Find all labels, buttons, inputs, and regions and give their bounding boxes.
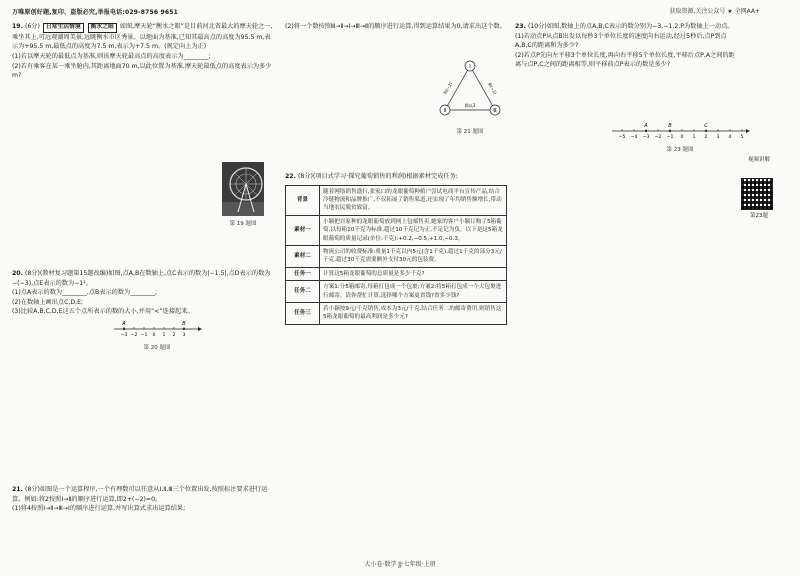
op-right-label: 乘(−1) [486,81,498,96]
row-content: 小颖把自家种的龙眼葡萄放到网上包邮售卖,她家的客户小颖订购了5箱葡萄,以每箱10千克为标准,超过10千克记为正,不足记为负。以下是这5箱龙眼葡萄的质量记录(单位:千克):+0.2,−0.5,+1.0,−0.3。 [320,215,507,245]
ferris-wheel-photo [222,162,264,227]
row-header: 素材一 [286,215,320,245]
question-stem: 如图,摩天轮“衡水之眼”是目前河北省最大的摩天轮之一,乘坐其上,可远观湖周美景,远眺衡水市区秀景。以地面为基准,已知其最高点的高度为95.5 m,表示为+95.5 m,最低点的高度为7.5 m,表示为+7.5 m。(规定向上为正) [12,23,273,51]
question-number: 22. [285,173,296,180]
row-content: 随着网络销售盛行,张家口的龙眼葡萄种植户尝试电商平台宣传产品,结合冷链物流和品牌推广,不仅拓展了销售渠道,还实现了年均销售额增长,带动当地农民脱贫致富。 [320,185,507,215]
tick-label: −2 [654,135,662,140]
table-row [286,215,507,245]
tick-label: 2 [704,135,708,140]
sub-question-2: (2)若有乘客在某一乘坐舱内,其距离地面70 m,以此位置为基准,摩天轮最低点的高度表示为多少 m? [12,62,272,80]
sub-question-1: (1)若以摩天轮的最低点为基准,则该摩天轮最高点的高度表示为________; [12,53,211,61]
tick-label: −4 [630,135,638,140]
qr-caption: 第23题 [750,213,768,219]
question-stem: (10分)如图,数轴上的点A,B,C表示的数分别为−3,−1,2,P为数轴上一动点。 [527,23,734,30]
question-number: 21. [12,486,23,493]
question-20 [12,269,274,352]
table-row [286,185,507,215]
number-line-svg [112,320,202,340]
point-b-marker [183,328,185,330]
op-left-label: 加(−2) [442,81,454,96]
number-line-23 [610,122,750,154]
question-stem: (8分)(项目式学习·探究葡萄销售的利润)根据素材完成任务: [297,173,458,180]
tick-label: −5 [618,135,626,140]
point-b-label: B [182,321,186,328]
point-a-label: A [122,321,126,328]
tick-label: 3 [182,333,186,339]
row-header: 任务一 [286,267,320,280]
table-row [286,302,507,324]
tick-label: −1 [666,135,674,140]
header-copyright: 万唯原创好题,复印、盗版必究,举报电话:029-8756 9651 [12,9,179,16]
tick-label: −3 [120,333,128,339]
column-middle [285,22,507,321]
qr-label: 视频讲解 [747,157,770,163]
operation-cycle-svg [435,56,505,124]
figure-caption: 第 21 题图 [456,128,484,135]
node-top-label: Ⅰ [469,64,471,70]
context-tag: 日常生活情境 [43,23,84,33]
question-score: (6分) [24,23,40,30]
node-left-label: Ⅱ [443,108,447,114]
sub-question-1: (1)点A表示的数为________,点B表示的数为________; [12,289,158,297]
tick-label: 1 [692,135,696,140]
point-b-marker [669,130,671,132]
tick-label: −2 [130,333,138,339]
sub-question-3: (3)比较A,B,C,D,E这五个点所表示的数的大小,并用“<”连接起来。 [12,308,194,316]
page-footer: 大小卷·数学 JJ·七年级·上册 [364,561,436,568]
row-content: 若小颖按9元/千克销售,成本为3元/千克,结合任务二的邮寄费用,则销售这5箱龙眼葡萄的最高利润是多少元? [320,302,507,324]
tick-label: 0 [152,333,156,339]
point-a-marker [123,328,125,330]
point-c-marker [705,130,707,132]
qr-code-icon[interactable] [741,178,773,210]
sub-question-1: (1)将4按照Ⅰ→Ⅱ→Ⅲ→Ⅰ的顺序进行运算,并写出算式求出运算结果; [12,505,186,513]
question-number: 19. [12,23,23,30]
question-stem: (8分)如图是一个运算程序,一个有理数可以任意从Ⅰ,Ⅱ,Ⅲ三个位置出发,按照标注要求进行运算。例如:将2按照Ⅰ→Ⅱ的顺序进行运算,即2+(−2)=0。 [12,486,268,503]
tick-label: −1 [140,333,148,339]
table-row [286,245,507,267]
sub-question-2: (2)在数轴上画出点C,D,E; [12,298,84,306]
row-content: 方案1:分5箱邮寄,每箱打包成一个包裹;方案2:将5箱打包成一个大包裹进行邮寄。请你帮忙计算,选择哪个方案更省钱?省多少钱? [320,281,507,303]
figure-caption: 第 19 题图 [229,220,257,227]
tick-label: 0 [680,135,684,140]
tick-label: −3 [642,135,650,140]
figure-caption: 第 20 题图 [143,344,171,351]
point-a-label: A [644,123,648,129]
operation-diagram [435,56,505,136]
point-c-label: C [704,123,708,129]
question-19 [12,22,274,81]
number-line-svg [610,122,750,142]
row-header: 任务三 [286,302,320,324]
topic-tag: 衡水之眼 [88,23,117,33]
op-bottom-label: 除以3 [464,103,476,108]
node-right-label: Ⅲ [493,108,497,114]
point-b-label: B [668,123,672,129]
sub-question-2: (2)若点P先向左平移3个单位长度,再向右平移5个单位长度,平移后点P,A之间的距离与点P,C之间的距离相等,则平移前点P表示的数是多少? [515,51,735,69]
row-header: 背景 [286,185,320,215]
table-row [286,281,507,303]
question-stem: (8分)(教材复习题第15题改编)如图,点A,B在数轴上,点C表示的数为|−1.5|,点D表示的数为−(−3),点E表示的数为−1²。 [12,270,271,287]
sub-question-1: (1)若动点P从点B出发以每秒3个单位长度的速度向右运动,经过5秒后,点P到点A,B,C的距离和为多少? [515,32,727,50]
tick-label: 3 [716,135,720,140]
q21-sub-question-2: (2)将一个数按照Ⅲ→Ⅱ→Ⅰ→Ⅲ→Ⅱ的顺序进行运算,得到运算结果为0,请求出这个数。 [285,23,506,30]
question-number: 23. [515,23,526,30]
materials-table [285,185,507,325]
question-number: 20. [12,270,23,277]
column-left [12,22,274,513]
row-content: 计算这5箱龙眼葡萄的总质量是多少千克? [320,267,507,280]
tick-label: 2 [172,333,176,339]
question-22 [285,172,507,325]
point-a-marker [645,130,647,132]
question-23 [515,22,740,70]
table-row [286,267,507,280]
tick-label: 5 [740,135,744,140]
number-line-20 [112,320,274,352]
question-21 [12,485,274,514]
header-promo: 获取资源,关注公众号 ★ 全网AA+ [669,8,760,15]
ferris-wheel-icon [222,162,264,216]
row-content: 物流公司的收费标准:重量1千克以内5元(含1千克),超过1千克的部分3元/千克,超过30千克需要额外支付30元的包装费。 [320,245,507,267]
column-right [515,22,787,153]
row-header: 素材二 [286,245,320,267]
figure-caption: 第 23 题图 [666,146,694,153]
row-header: 任务二 [286,281,320,303]
tick-label: 4 [728,135,732,140]
tick-label: 1 [162,333,166,339]
